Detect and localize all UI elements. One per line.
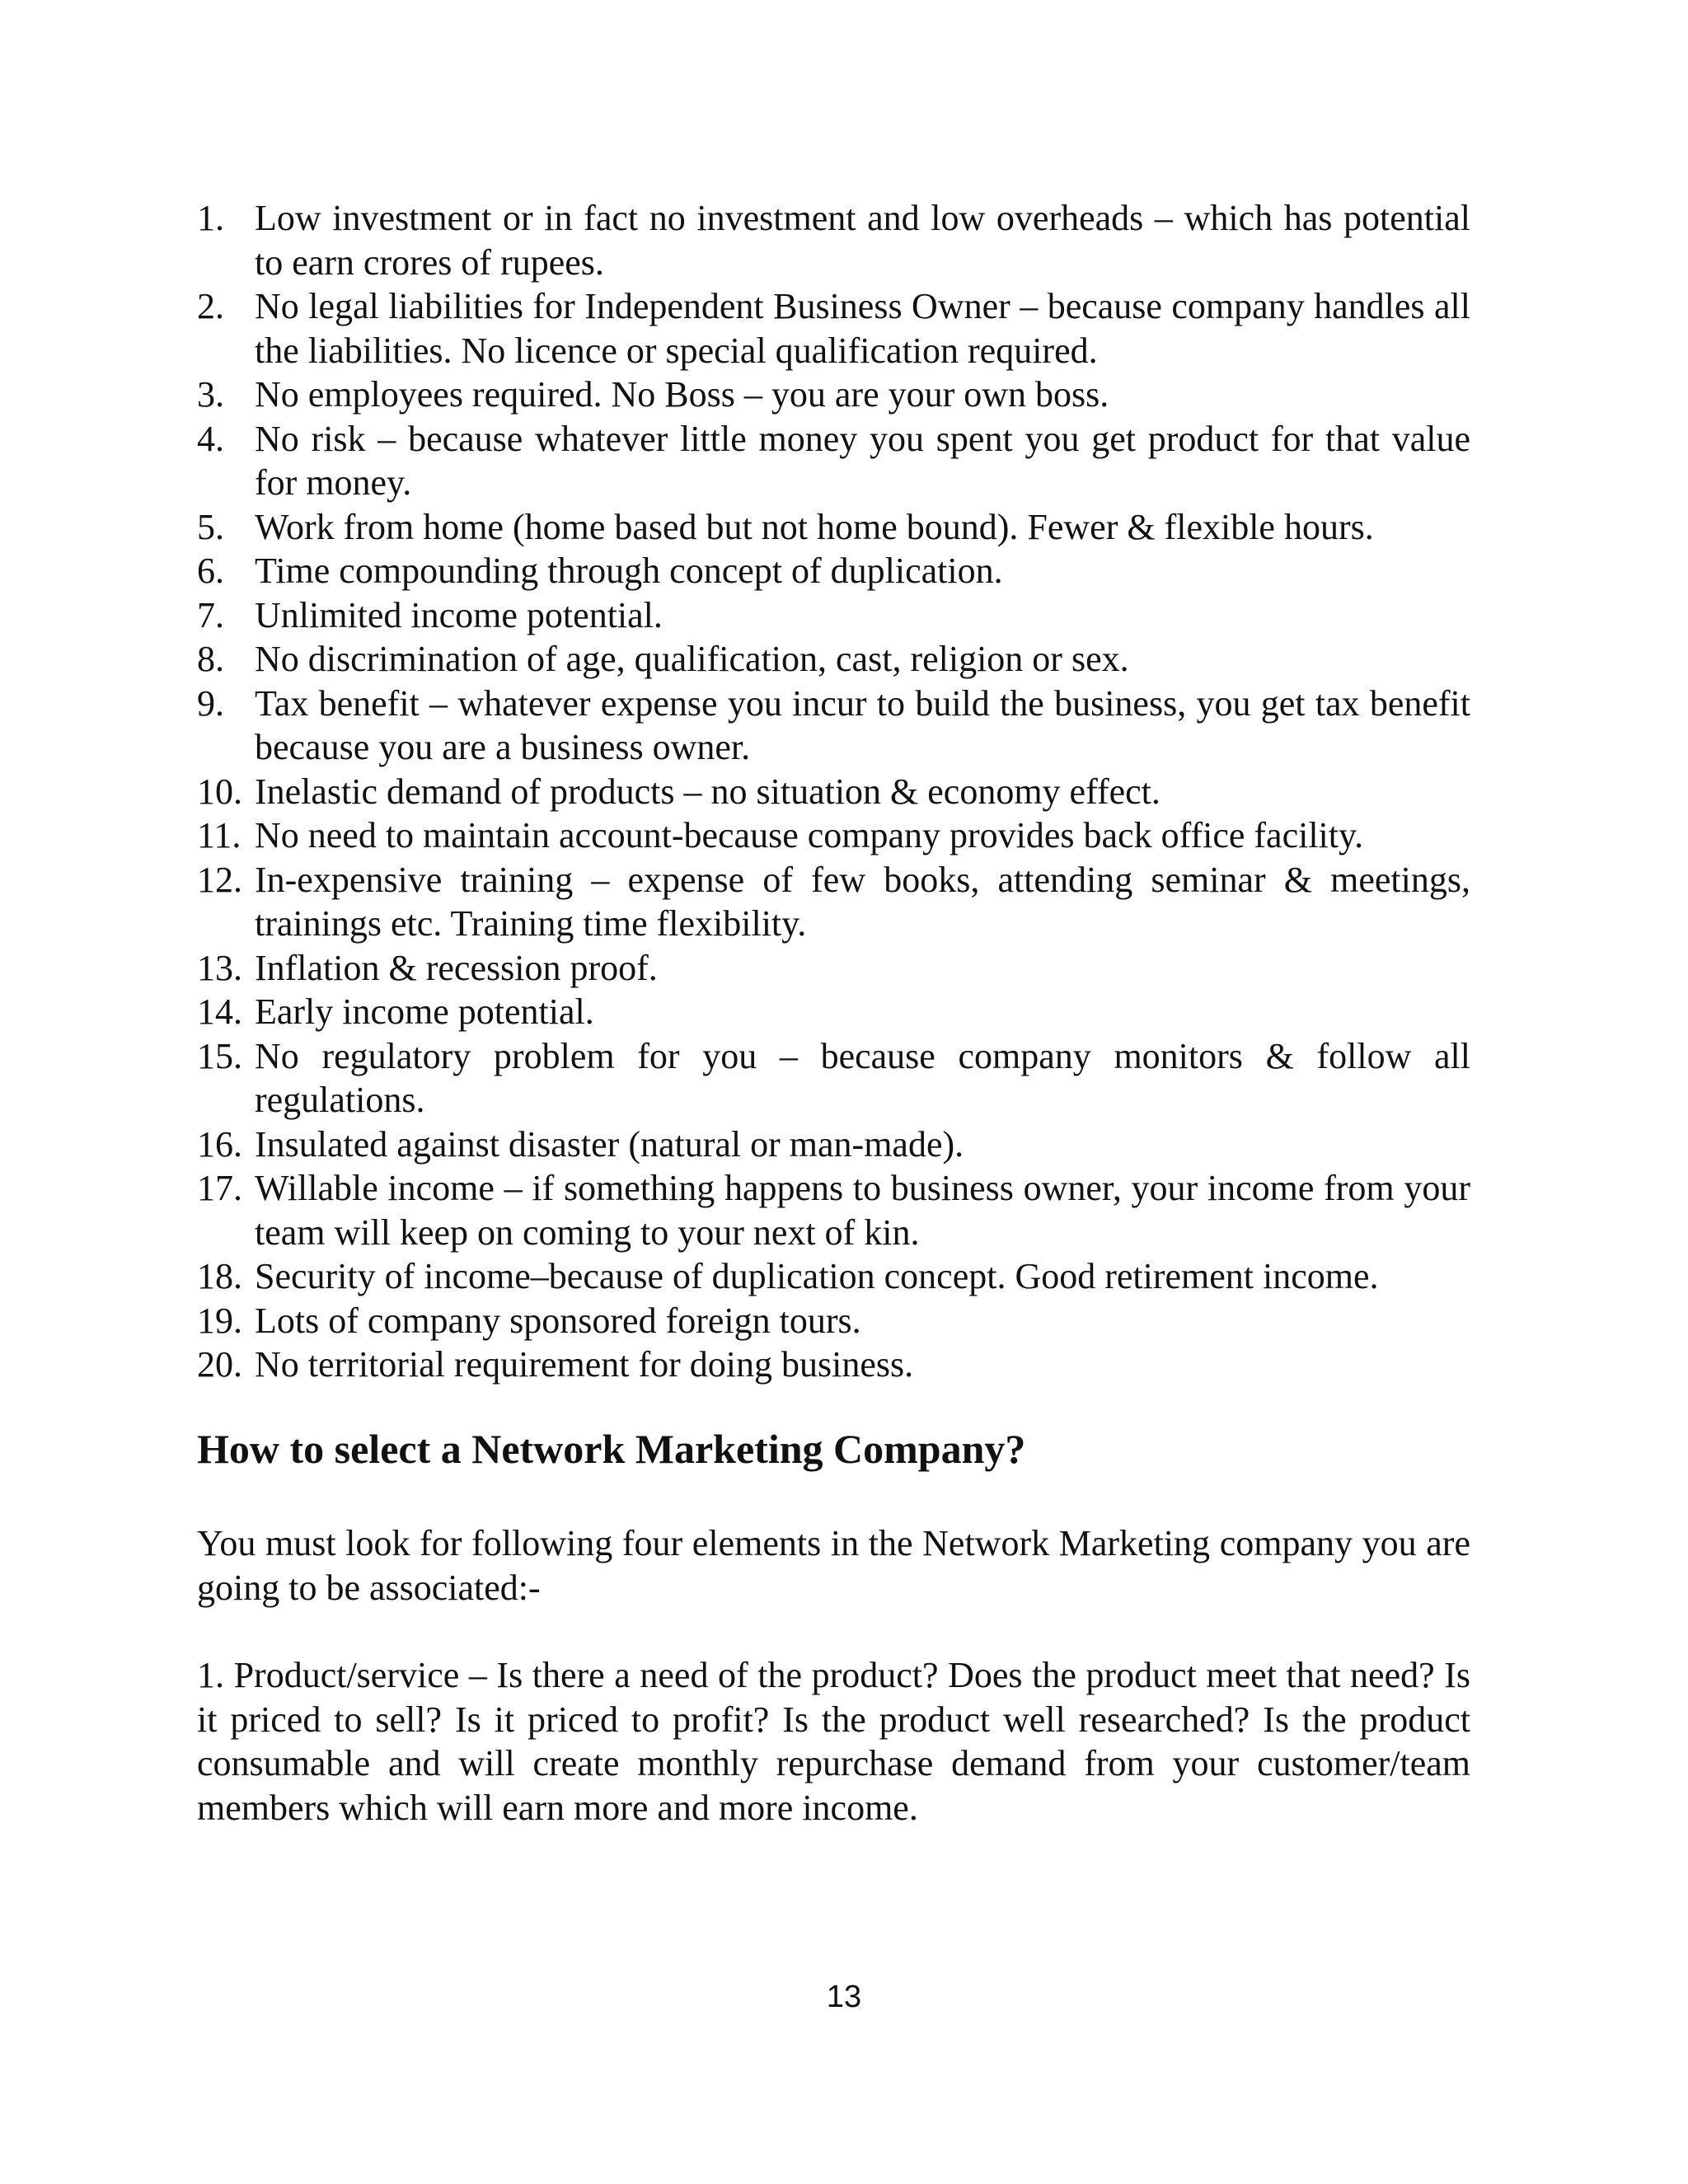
item-number: 19. bbox=[197, 1300, 242, 1341]
intro-paragraph: You must look for following four elements in the Network Marketing company you are going to be associated:- bbox=[197, 1523, 1470, 1608]
list-item bbox=[197, 373, 1470, 417]
list-item bbox=[197, 1034, 1470, 1122]
item-number: 6. bbox=[197, 551, 224, 591]
item-text: No risk – because whatever little money you spent you get product for that value for money. bbox=[255, 418, 1470, 503]
list-item bbox=[197, 946, 1470, 991]
item-text: Security of income–because of duplication concept. Good retirement income. bbox=[255, 1256, 1379, 1296]
item-text: No regulatory problem for you – because company monitors & follow all regulations. bbox=[255, 1035, 1470, 1120]
item-number: 15. bbox=[197, 1035, 242, 1076]
item-text: Unlimited income potential. bbox=[255, 594, 663, 635]
list-item bbox=[197, 990, 1470, 1034]
item-text: Time compounding through concept of duplication. bbox=[255, 551, 1003, 591]
item-number: 9. bbox=[197, 682, 224, 724]
list-item bbox=[197, 1166, 1470, 1254]
item-text: No territorial requirement for doing business. bbox=[255, 1344, 914, 1385]
list-item bbox=[197, 284, 1470, 373]
list-item bbox=[197, 505, 1470, 550]
list-item bbox=[197, 1254, 1470, 1299]
item-number: 5. bbox=[197, 506, 224, 547]
item-text: No need to maintain account-because company provides back office facility. bbox=[255, 815, 1364, 855]
item-number: 1. bbox=[197, 198, 224, 238]
section-heading: How to select a Network Marketing Company? bbox=[197, 1426, 1026, 1472]
item-number: 3. bbox=[197, 374, 224, 415]
list-item bbox=[197, 682, 1470, 770]
item-text: Inelastic demand of products – no situation & economy effect. bbox=[255, 771, 1160, 812]
item-text: Insulated against disaster (natural or man-made). bbox=[255, 1123, 964, 1165]
item-number: 2. bbox=[197, 286, 224, 326]
item-text: Work from home (home based but not home bound). Fewer & flexible hours. bbox=[255, 506, 1374, 547]
list-item bbox=[197, 637, 1470, 682]
item-text: Tax benefit – whatever expense you incur to build the business, you get tax benefit because you are a business owner. bbox=[255, 682, 1470, 767]
list-item bbox=[197, 813, 1470, 858]
list-item bbox=[197, 1299, 1470, 1343]
list-item bbox=[197, 1343, 1470, 1387]
item-number: 8. bbox=[197, 639, 224, 679]
list-item bbox=[197, 549, 1470, 593]
list-item bbox=[197, 858, 1470, 946]
item-text: No employees required. No Boss – you are your own boss. bbox=[255, 374, 1109, 415]
item-number: 10. bbox=[197, 771, 242, 812]
product-service-paragraph: 1. Product/service – Is there a need of the product? Does the product meet that need? Is it priced to sell? Is it priced to profit? Is the product well researched? Is the product consumable and will create monthly repurchase demand from your customer/team members which will earn more and more income. bbox=[197, 1655, 1470, 1828]
item-text: In-expensive training – expense of few books, attending seminar & meetings, trainings etc. Training time flexibility. bbox=[255, 859, 1470, 944]
list-item bbox=[197, 770, 1470, 814]
item-text: Early income potential. bbox=[255, 991, 594, 1032]
list-item bbox=[197, 1122, 1470, 1167]
item-number: 13. bbox=[197, 947, 242, 988]
item-text: No legal liabilities for Independent Business Owner – because company handles all the liabilities. No licence or special qualification required. bbox=[255, 286, 1470, 371]
list-item bbox=[197, 196, 1470, 284]
benefits-list bbox=[197, 196, 1470, 1387]
page-number: 13 bbox=[826, 1980, 862, 2014]
list-item bbox=[197, 417, 1470, 505]
item-number: 20. bbox=[197, 1344, 242, 1385]
item-text: Willable income – if something happens to business owner, your income from your team will keep on coming to your next of kin. bbox=[255, 1168, 1470, 1253]
item-text: Inflation & recession proof. bbox=[255, 947, 658, 988]
item-number: 12. bbox=[197, 859, 242, 900]
list-item bbox=[197, 593, 1470, 638]
item-number: 7. bbox=[197, 594, 224, 635]
item-number: 16. bbox=[197, 1123, 242, 1165]
item-text: No discrimination of age, qualification, cast, religion or sex. bbox=[255, 639, 1129, 679]
item-number: 17. bbox=[197, 1168, 242, 1208]
item-number: 4. bbox=[197, 418, 224, 459]
item-number: 18. bbox=[197, 1256, 242, 1296]
item-text: Lots of company sponsored foreign tours. bbox=[255, 1300, 861, 1341]
item-number: 14. bbox=[197, 991, 242, 1032]
item-number: 11. bbox=[197, 815, 241, 855]
item-text: Low investment or in fact no investment and low overheads – which has potential to earn crores of rupees. bbox=[255, 198, 1470, 283]
